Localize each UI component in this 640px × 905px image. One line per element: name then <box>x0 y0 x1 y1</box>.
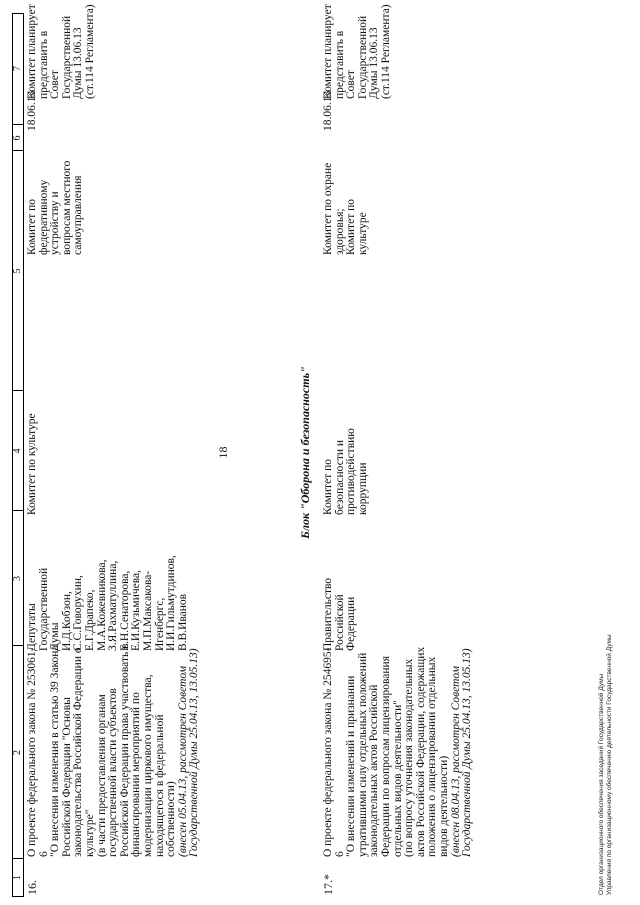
footer-line-2: Управления по организационному обеспечению деятельности Государственной Думы <box>606 634 613 895</box>
bill-note: (внесен 08.04.13, рассмотрен Советом Государственной Думы 25.04.13, 13.05.13) <box>449 648 474 857</box>
bill-description: "О внесении изменения в статью 39 Закона Российской Федерации "Основы законодательства Российской Федерации о культуре" (в части предоставления органам государственной власти субъектов Российской Федерации права участвовать в финансировании мероприятий по модернизации циркового имущества, находящегося в федеральной собственности) <box>49 643 178 857</box>
row-number: 16. <box>25 880 39 895</box>
responsible-committee: Комитет по безопасности и противодействию коррупции <box>322 428 369 515</box>
bill-text <box>27 642 201 857</box>
footer-line-1: Отдел организационного обеспечения заседаний Государственной Думы <box>598 673 605 895</box>
bill-text <box>323 642 474 857</box>
co-executor-committees: Комитет по охране здоровья; Комитет по культуре <box>322 162 369 255</box>
responsible-committee: Комитет по культуре <box>26 413 38 515</box>
deadline-date: 18.06.13 <box>26 90 38 131</box>
deadline-date: 18.06.13 <box>322 90 334 131</box>
bill-initiators: Правительство Российской Федерации <box>322 577 358 651</box>
plan-note: Комитет планирует представить в Совет Государственной Думы 13.06.13 (ст.114 Регламента) <box>322 4 392 99</box>
bill-initiators: Депутаты Государственной Думы И.Д.Кобзон, С.С.Говорухин, Е.Г.Драпеко, М.А.Кожевникова, З.Я.Рахматуллина, Е.Н.Сенаторова, Е.И.Кузьмичева, М.П.Максакова- Игенбергс, И.И.Гильмутдинов, В.В.Иванов <box>26 555 189 651</box>
bill-title: О проекте федерального закона № 254695-6 <box>322 647 346 857</box>
co-executor-committees: Комитет по федеративному устройству и вопросам местного самоуправления <box>26 160 85 255</box>
col-header-7: 7 <box>12 66 23 71</box>
page-footer <box>598 634 614 895</box>
col-header-3: 3 <box>12 576 23 581</box>
table-header-row <box>12 13 24 897</box>
block-title: Блок "Оборона и безопасность" <box>298 366 312 539</box>
col-header-2: 2 <box>12 750 23 755</box>
col-header-4: 4 <box>12 448 23 454</box>
col-header-5: 5 <box>12 268 23 274</box>
row-number: 17.* <box>321 874 335 895</box>
bill-description: "О внесении изменений и признании утратившими силу отдельных положений законодательных актов Российской Федерации по вопросам лицензирования отдельных видов деятельности" (по вопросу уточнения законодательных актов Российской Федерации, содержащих положения о лицензировании отдельных видов деятельности) <box>345 646 450 857</box>
plan-note: Комитет планирует представить в Совет Государственной Думы 13.06.13 (ст.114 Регламента) <box>26 4 96 99</box>
col-header-6: 6 <box>12 135 23 141</box>
col-header-1: 1 <box>12 875 23 880</box>
bill-title: О проекте федерального закона № 253061-6 <box>26 647 50 857</box>
page-number: 18 <box>216 446 230 459</box>
bill-note: (внесен 05.04.13, рассмотрен Советом Государственной Думы 25.04.13, 13.05.13) <box>176 648 201 857</box>
